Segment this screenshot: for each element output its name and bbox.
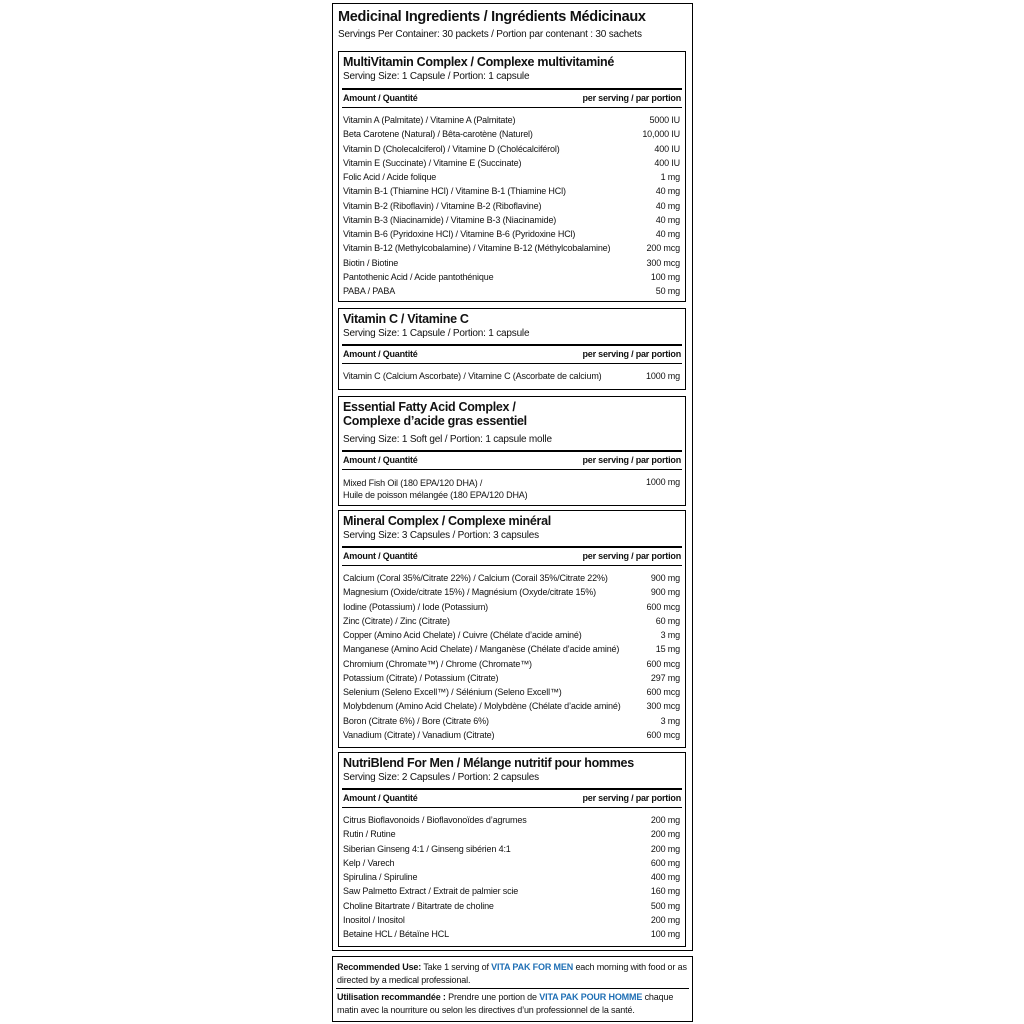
ingredient-name: Citrus Bioflavonoids / Bioflavonoïdes d’agrumes <box>343 815 527 825</box>
ingredient-amount: 400 IU <box>654 157 680 168</box>
ingredient-row <box>343 700 680 714</box>
ingredient-amount: 300 mcg <box>646 257 680 268</box>
column-header <box>342 88 682 108</box>
ingredient-amount: 40 mg <box>655 200 680 211</box>
ingredient-amount: 500 mg <box>650 900 680 911</box>
ingredient-name: Manganese (Amino Acid Chelate) / Manganèse (Chélate d’acide aminé) <box>343 644 620 655</box>
ingredient-row <box>343 857 680 871</box>
serving-size: Serving Size: 1 Capsule / Portion: 1 capsule <box>343 71 530 82</box>
section-mineral-complex <box>338 510 686 748</box>
section-title: Mineral Complex / Complexe minéral <box>343 514 551 528</box>
ingredient-list <box>343 114 680 299</box>
ingredient-name: Vitamin B-6 (Pyridoxine HCl) / Vitamine B-6 (Pyridoxine HCl) <box>343 229 576 239</box>
ingredient-amount: 200 mg <box>650 815 680 825</box>
column-header <box>342 788 682 808</box>
ingredient-amount: 600 mcg <box>646 729 680 740</box>
ingredient-row <box>343 871 680 885</box>
ingredient-amount: 3 mg <box>660 630 680 640</box>
ingredient-row <box>343 900 680 914</box>
ingredient-amount: 200 mcg <box>646 243 680 254</box>
ingredient-row <box>343 271 680 285</box>
section-title: Essential Fatty Acid Complex / Complexe d’acide gras essentiel <box>343 400 527 428</box>
per-serving-header: per serving / par portion <box>582 93 681 103</box>
ingredient-row <box>343 843 680 857</box>
recommended-use-label: Utilisation recommandée : <box>337 992 446 1002</box>
ingredient-name: Beta Carotene (Natural) / Bêta-carotène (Naturel) <box>343 129 533 140</box>
per-serving-header: per serving / par portion <box>582 349 681 359</box>
ingredient-amount: 600 mcg <box>646 601 680 612</box>
ingredient-amount: 100 mg <box>650 929 680 939</box>
ingredient-name: Inositol / Inositol <box>343 914 405 925</box>
ingredient-amount: 400 IU <box>654 143 680 154</box>
ingredient-amount: 1 mg <box>660 172 680 182</box>
amount-header: Amount / Quantité <box>343 793 418 803</box>
serving-size: Serving Size: 3 Capsules / Portion: 3 capsules <box>343 530 539 541</box>
ingredient-row <box>343 586 680 600</box>
ingredient-amount: 1000 mg <box>646 477 680 487</box>
ingredient-name: Vanadium (Citrate) / Vanadium (Citrate) <box>343 729 495 740</box>
per-serving-header: per serving / par portion <box>582 455 681 465</box>
ingredient-name: Boron (Citrate 6%) / Bore (Citrate 6%) <box>343 715 489 726</box>
ingredient-name: PABA / PABA <box>343 286 396 296</box>
product-name: VITA PAK FOR MEN <box>491 962 574 972</box>
ingredient-amount: 3 mg <box>660 715 680 726</box>
ingredient-amount: 300 mcg <box>646 701 680 712</box>
ingredients-label <box>332 3 693 951</box>
ingredient-row <box>343 242 680 256</box>
ingredient-amount: 1000 mg <box>646 371 680 381</box>
ingredient-row <box>343 185 680 199</box>
section-essential-fatty-acid <box>338 396 686 506</box>
ingredient-amount: 40 mg <box>655 214 680 225</box>
ingredient-amount: 200 mg <box>650 914 680 925</box>
ingredient-row <box>343 476 680 500</box>
ingredient-name: Copper (Amino Acid Chelate) / Cuivre (Chélate d’acide aminé) <box>343 630 582 640</box>
section-title: MultiVitamin Complex / Complexe multivitaminé <box>343 55 615 69</box>
ingredient-name: Choline Bitartrate / Bitartrate de choline <box>343 900 494 911</box>
recommended-use-en <box>337 961 688 986</box>
ingredient-row <box>343 885 680 899</box>
ingredient-amount: 40 mg <box>655 229 680 239</box>
ingredient-row <box>343 114 680 128</box>
ingredient-name: Betaine HCL / Bétaïne HCL <box>343 929 449 939</box>
ingredient-name: Iodine (Potassium) / Iode (Potassium) <box>343 601 489 612</box>
ingredient-row <box>343 814 680 828</box>
ingredient-row <box>343 686 680 700</box>
section-nutriblend <box>338 752 686 947</box>
ingredient-amount: 15 mg <box>655 644 680 655</box>
ingredient-row <box>343 643 680 657</box>
usage-text: Prendre une portion de <box>445 992 540 1002</box>
ingredient-name: Vitamin D (Cholecalciferol) / Vitamine D (Cholécalciférol) <box>343 143 560 154</box>
ingredient-row <box>343 572 680 586</box>
divider <box>336 988 689 989</box>
column-header <box>342 344 682 364</box>
ingredient-row <box>343 928 680 942</box>
label-title: Medicinal Ingredients / Ingrédients Médicinaux <box>338 9 646 25</box>
ingredient-amount: 600 mcg <box>646 687 680 697</box>
ingredient-amount: 200 mg <box>650 843 680 854</box>
ingredient-name: Siberian Ginseng 4:1 / Ginseng sibérien 4:1 <box>343 843 511 854</box>
ingredient-row <box>343 128 680 142</box>
per-serving-header: per serving / par portion <box>582 551 681 561</box>
ingredient-row <box>343 601 680 615</box>
ingredient-row <box>343 257 680 271</box>
ingredient-name: Mixed Fish Oil (180 EPA/120 DHA) / Huile de poisson mélangée (180 EPA/120 DHA) <box>343 478 528 500</box>
section-title: NutriBlend For Men / Mélange nutritif pour hommes <box>343 756 634 770</box>
ingredient-name: Kelp / Varech <box>343 857 395 868</box>
serving-size: Serving Size: 2 Capsules / Portion: 2 capsules <box>343 772 539 783</box>
amount-header: Amount / Quantité <box>343 455 418 465</box>
ingredient-amount: 200 mg <box>650 829 680 840</box>
ingredient-amount: 600 mcg <box>646 658 680 669</box>
servings-per-container: Servings Per Container: 30 packets / Portion par contenant : 30 sachets <box>338 29 642 40</box>
ingredient-row <box>343 200 680 214</box>
ingredient-name: Zinc (Citrate) / Zinc (Citrate) <box>343 615 450 626</box>
ingredient-amount: 10,000 IU <box>642 129 680 140</box>
ingredient-name: Pantothenic Acid / Acide pantothénique <box>343 271 494 282</box>
ingredient-amount: 900 mg <box>650 573 680 583</box>
ingredient-amount: 50 mg <box>655 286 680 296</box>
ingredient-row <box>343 228 680 242</box>
ingredient-list <box>343 814 680 942</box>
ingredient-row <box>343 214 680 228</box>
ingredient-amount: 600 mg <box>650 857 680 868</box>
section-vitamin-c <box>338 308 686 390</box>
amount-header: Amount / Quantité <box>343 349 418 359</box>
ingredient-row <box>343 615 680 629</box>
serving-size: Serving Size: 1 Capsule / Portion: 1 capsule <box>343 328 530 339</box>
ingredient-name: Vitamin A (Palmitate) / Vitamine A (Palmitate) <box>343 115 516 125</box>
ingredient-row <box>343 629 680 643</box>
ingredient-name: Selenium (Seleno Excell™) / Sélénium (Seleno Excell™) <box>343 687 562 697</box>
ingredient-amount: 297 mg <box>650 672 680 683</box>
usage-text: Take 1 serving of <box>421 962 492 972</box>
section-multivitamin <box>338 51 686 302</box>
ingredient-row <box>343 658 680 672</box>
ingredient-list <box>343 572 680 743</box>
ingredient-amount: 5000 IU <box>649 115 680 125</box>
ingredient-name: Biotin / Biotine <box>343 257 399 268</box>
recommended-use-label: Recommended Use: <box>337 962 422 972</box>
column-header <box>342 546 682 566</box>
per-serving-header: per serving / par portion <box>582 793 681 803</box>
ingredient-amount: 160 mg <box>650 886 680 897</box>
ingredient-row <box>343 828 680 842</box>
ingredient-row <box>343 285 680 299</box>
recommended-use-box <box>332 956 693 1022</box>
ingredient-name: Molybdenum (Amino Acid Chelate) / Molybdène (Chélate d’acide aminé) <box>343 701 621 712</box>
ingredient-name: Calcium (Coral 35%/Citrate 22%) / Calcium (Corail 35%/Citrate 22%) <box>343 573 608 583</box>
ingredient-row <box>343 143 680 157</box>
ingredient-row <box>343 157 680 171</box>
usage-text: chaque matin avec la nourriture ou selon les directives d’un professionnel de la santé. <box>337 992 674 1015</box>
ingredient-row <box>343 672 680 686</box>
amount-header: Amount / Quantité <box>343 93 418 103</box>
ingredient-name: Vitamin B-12 (Methylcobalamine) / Vitamine B-12 (Méthylcobalamine) <box>343 243 611 254</box>
ingredient-name: Folic Acid / Acide folique <box>343 172 437 182</box>
section-title: Vitamin C / Vitamine C <box>343 312 469 326</box>
ingredient-row <box>343 715 680 729</box>
ingredient-list <box>343 370 680 384</box>
ingredient-row <box>343 914 680 928</box>
ingredient-amount: 400 mg <box>650 872 680 882</box>
ingredient-amount: 40 mg <box>655 186 680 197</box>
ingredient-name: Magnesium (Oxide/citrate 15%) / Magnésium (Oxyde/citrate 15%) <box>343 587 596 598</box>
ingredient-row <box>343 171 680 185</box>
column-header <box>342 450 682 470</box>
amount-header: Amount / Quantité <box>343 551 418 561</box>
ingredient-amount: 100 mg <box>650 271 680 282</box>
ingredient-name: Spirulina / Spiruline <box>343 872 418 882</box>
ingredient-name: Vitamin E (Succinate) / Vitamine E (Succinate) <box>343 157 522 168</box>
product-name: VITA PAK POUR HOMME <box>539 992 643 1002</box>
ingredient-row <box>343 370 680 384</box>
ingredient-name: Rutin / Rutine <box>343 829 396 840</box>
serving-size: Serving Size: 1 Soft gel / Portion: 1 capsule molle <box>343 434 552 445</box>
ingredient-name: Vitamin B-1 (Thiamine HCl) / Vitamine B-1 (Thiamine HCl) <box>343 186 566 197</box>
ingredient-name: Vitamin B-3 (Niacinamide) / Vitamine B-3 (Niacinamide) <box>343 214 557 225</box>
ingredient-name: Potassium (Citrate) / Potassium (Citrate) <box>343 672 499 683</box>
ingredient-row <box>343 729 680 743</box>
ingredient-name: Vitamin B-2 (Riboflavin) / Vitamine B-2 (Riboflavine) <box>343 200 542 211</box>
ingredient-amount: 900 mg <box>650 587 680 598</box>
ingredient-list <box>343 476 680 500</box>
ingredient-amount: 60 mg <box>655 615 680 626</box>
ingredient-name: Saw Palmetto Extract / Extrait de palmier scie <box>343 886 519 897</box>
ingredient-name: Vitamin C (Calcium Ascorbate) / Vitamine C (Ascorbate de calcium) <box>343 371 602 381</box>
usage-text: each morning with food or as directed by a medical professional. <box>337 962 687 985</box>
recommended-use-fr <box>337 991 688 1016</box>
ingredient-name: Chromium (Chromate™) / Chrome (Chromate™) <box>343 658 532 669</box>
